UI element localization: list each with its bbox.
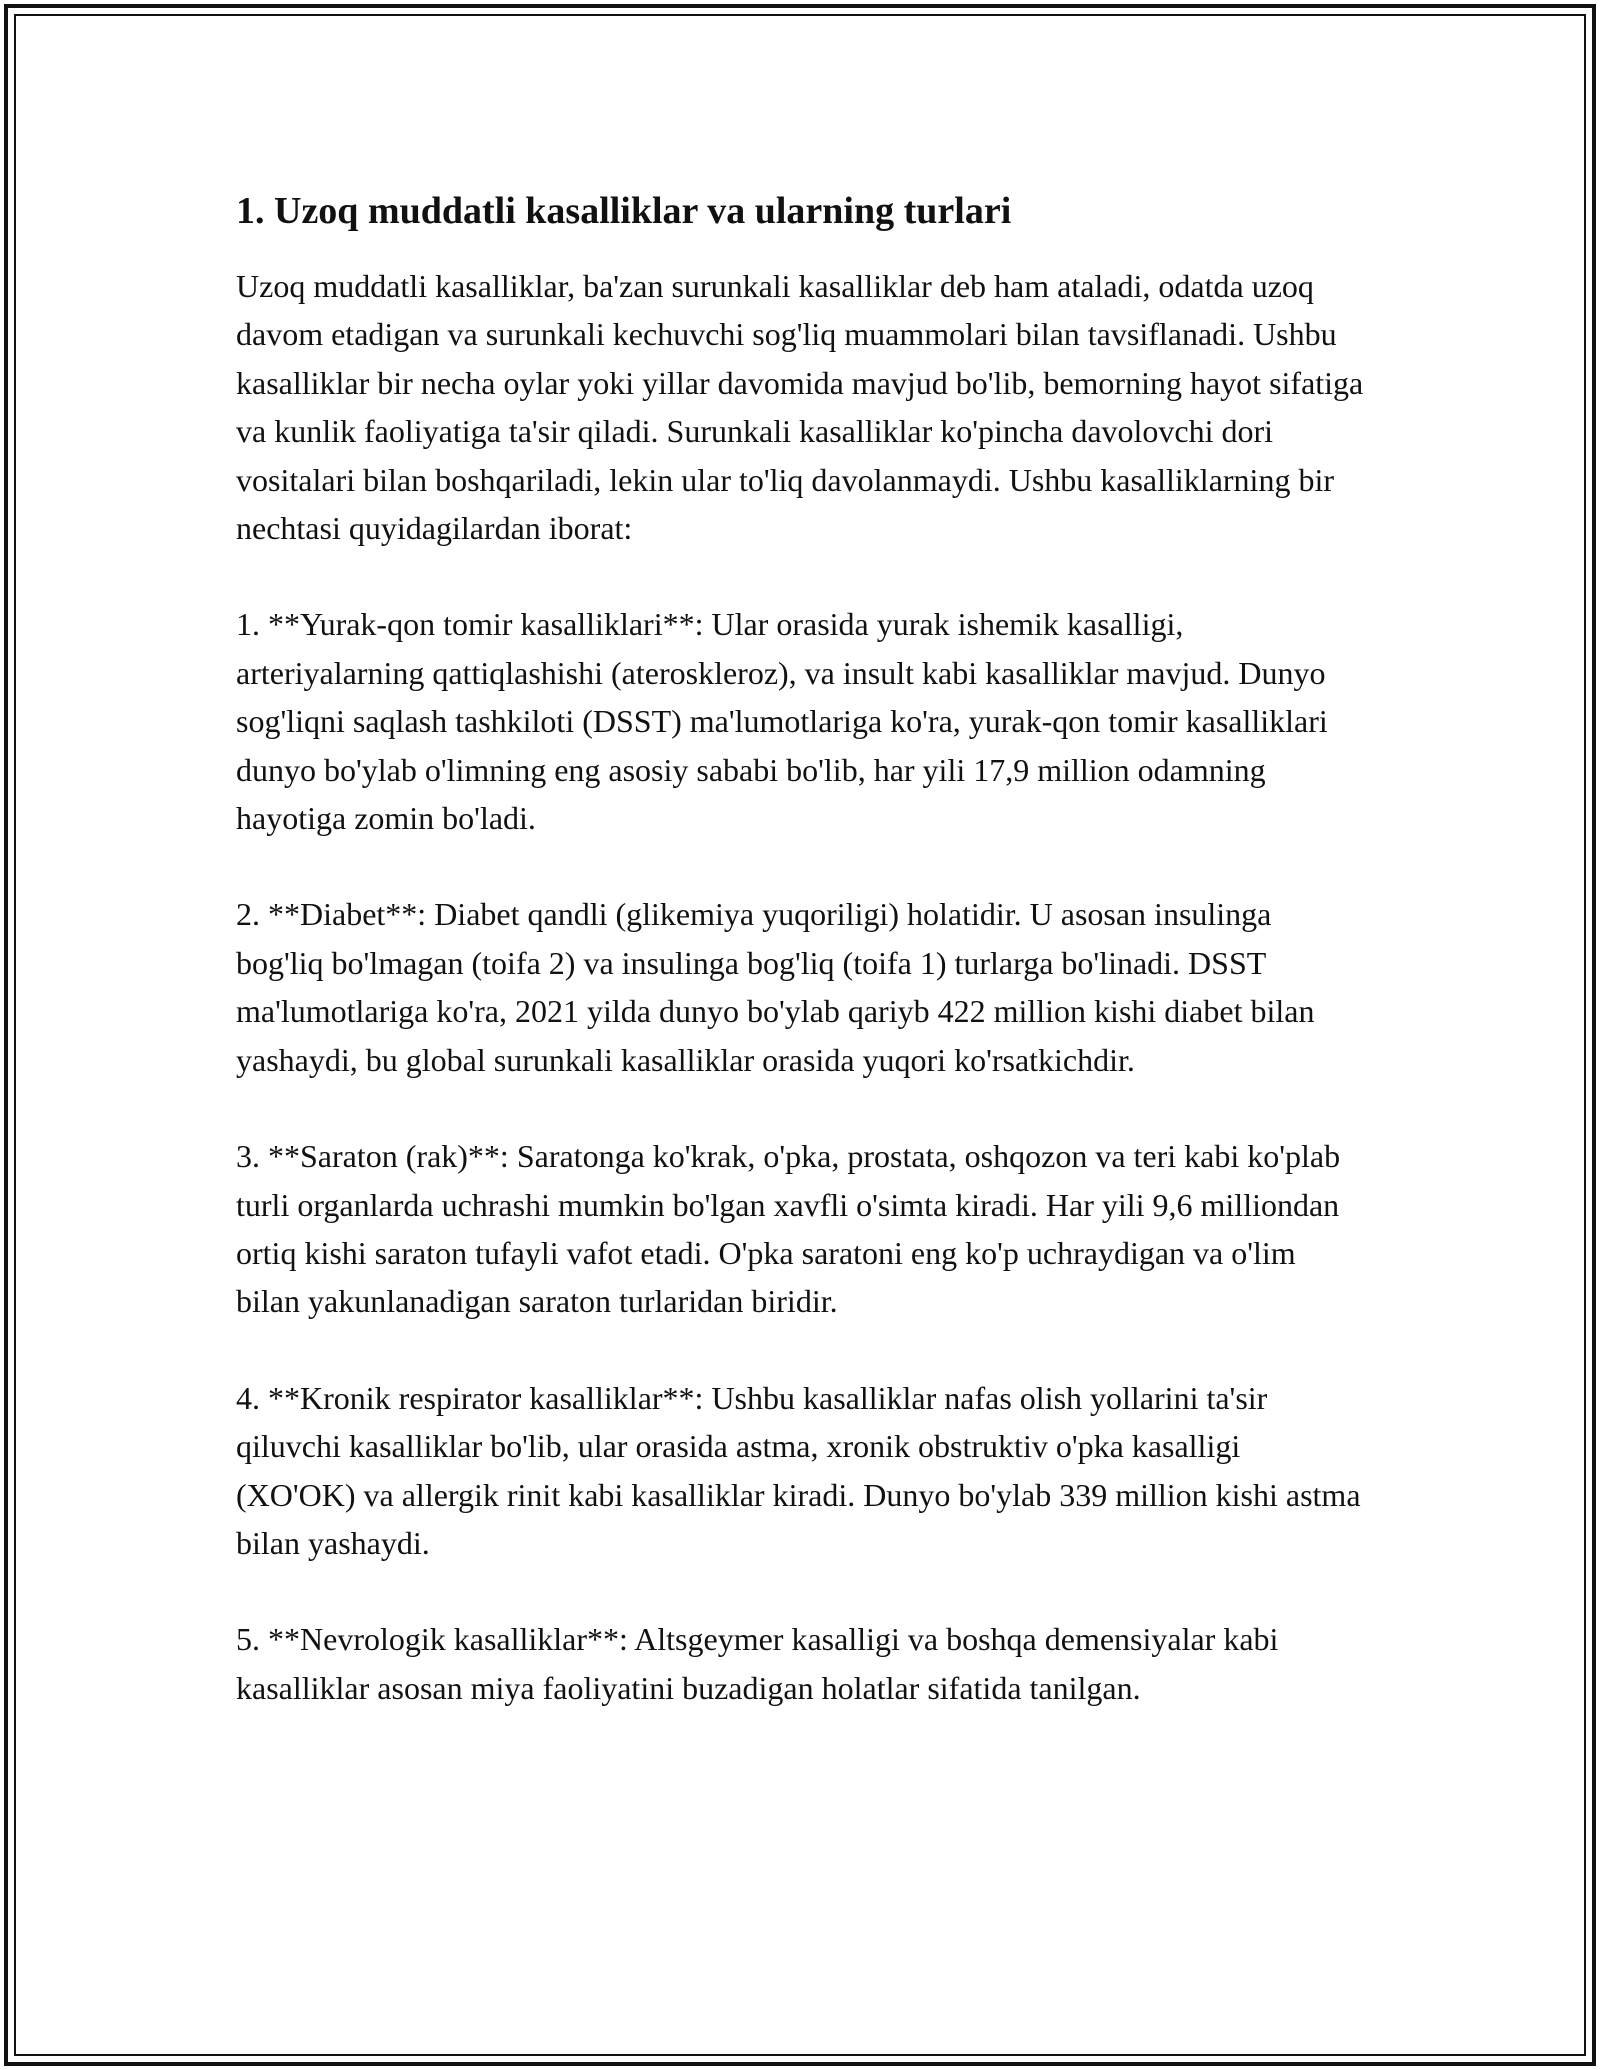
- list-item-neurological: 5. **Nevrologik kasalliklar**: Altsgeymer kasalligi va boshqa demensiyalar kabi kasalliklar asosan miya faoliyatini buzadigan holatlar sifatida tanilgan.: [236, 1621, 1279, 1706]
- intro-paragraph: Uzoq muddatli kasalliklar, ba'zan surunkali kasalliklar deb ham ataladi, odatda uzoq davom etadigan va surunkali kechuvchi sog'liq muammolari bilan tavsiflanadi. Ushbu kasalliklar bir necha oylar yoki yillar davomida mavjud bo'lib, bemorning hayot sifatiga va kunlik faoliyatiga ta'sir qiladi. Surunkali kasalliklar ko'pincha davolovchi dori vositalari bilan boshqariladi, lekin ular to'liq davolanmaydi. Ushbu kasalliklarning bir nechtasi quyidagilardan iborat:: [236, 268, 1364, 547]
- list-item-cardiovascular: 1. **Yurak-qon tomir kasalliklari**: Ular orasida yurak ishemik kasalligi, arteriyalarning qattiqlashishi (ateroskleroz), va insult kabi kasalliklar mavjud. Dunyo sog'liqni saqlash tashkiloti (DSST) ma'lumotlariga ko'ra, yurak-qon tomir kasalliklari dunyo bo'ylab o'limning eng asosiy sababi bo'lib, har yili 17,9 million odamning hayotiga zomin bo'ladi.: [236, 606, 1328, 837]
- list-item-respiratory: 4. **Kronik respirator kasalliklar**: Ushbu kasalliklar nafas olish yollarini ta'sir qiluvchi kasalliklar bo'lib, ular orasida astma, xronik obstruktiv o'pka kasalligi (XO'OK) va allergik rinit kabi kasalliklar kiradi. Dunyo bo'ylab 339 million kishi astma bilan yashaydi.: [236, 1379, 1361, 1561]
- document-title: 1. Uzoq muddatli kasalliklar va ularning turlari: [236, 190, 1012, 232]
- document-body: [236, 186, 1366, 1760]
- list-item-cancer: 3. **Saraton (rak)**: Saratonga ko'krak, o'pka, prostata, oshqozon va teri kabi ko'plab turli organlarda uchrashi mumkin bo'lgan xavfli o'simta kiradi. Har yili 9,6 milliondan ortiq kishi saraton tufayli vafot etadi. O'pka saratoni eng ko'p uchraydigan va o'lim bilan yakunlanadigan saraton turlaridan biridir.: [236, 1138, 1341, 1320]
- list-item-diabetes: 2. **Diabet**: Diabet qandli (glikemiya yuqoriligi) holatidir. U asosan insulinga bog'liq bo'lmagan (toifa 2) va insulinga bog'liq (toifa 1) turlarga bo'linadi. DSST ma'lumotlariga ko'ra, 2021 yilda dunyo bo'ylab qariyb 422 million kishi diabet bilan yashaydi, bu global surunkali kasalliklar orasida yuqori ko'rsatkichdir.: [236, 896, 1315, 1078]
